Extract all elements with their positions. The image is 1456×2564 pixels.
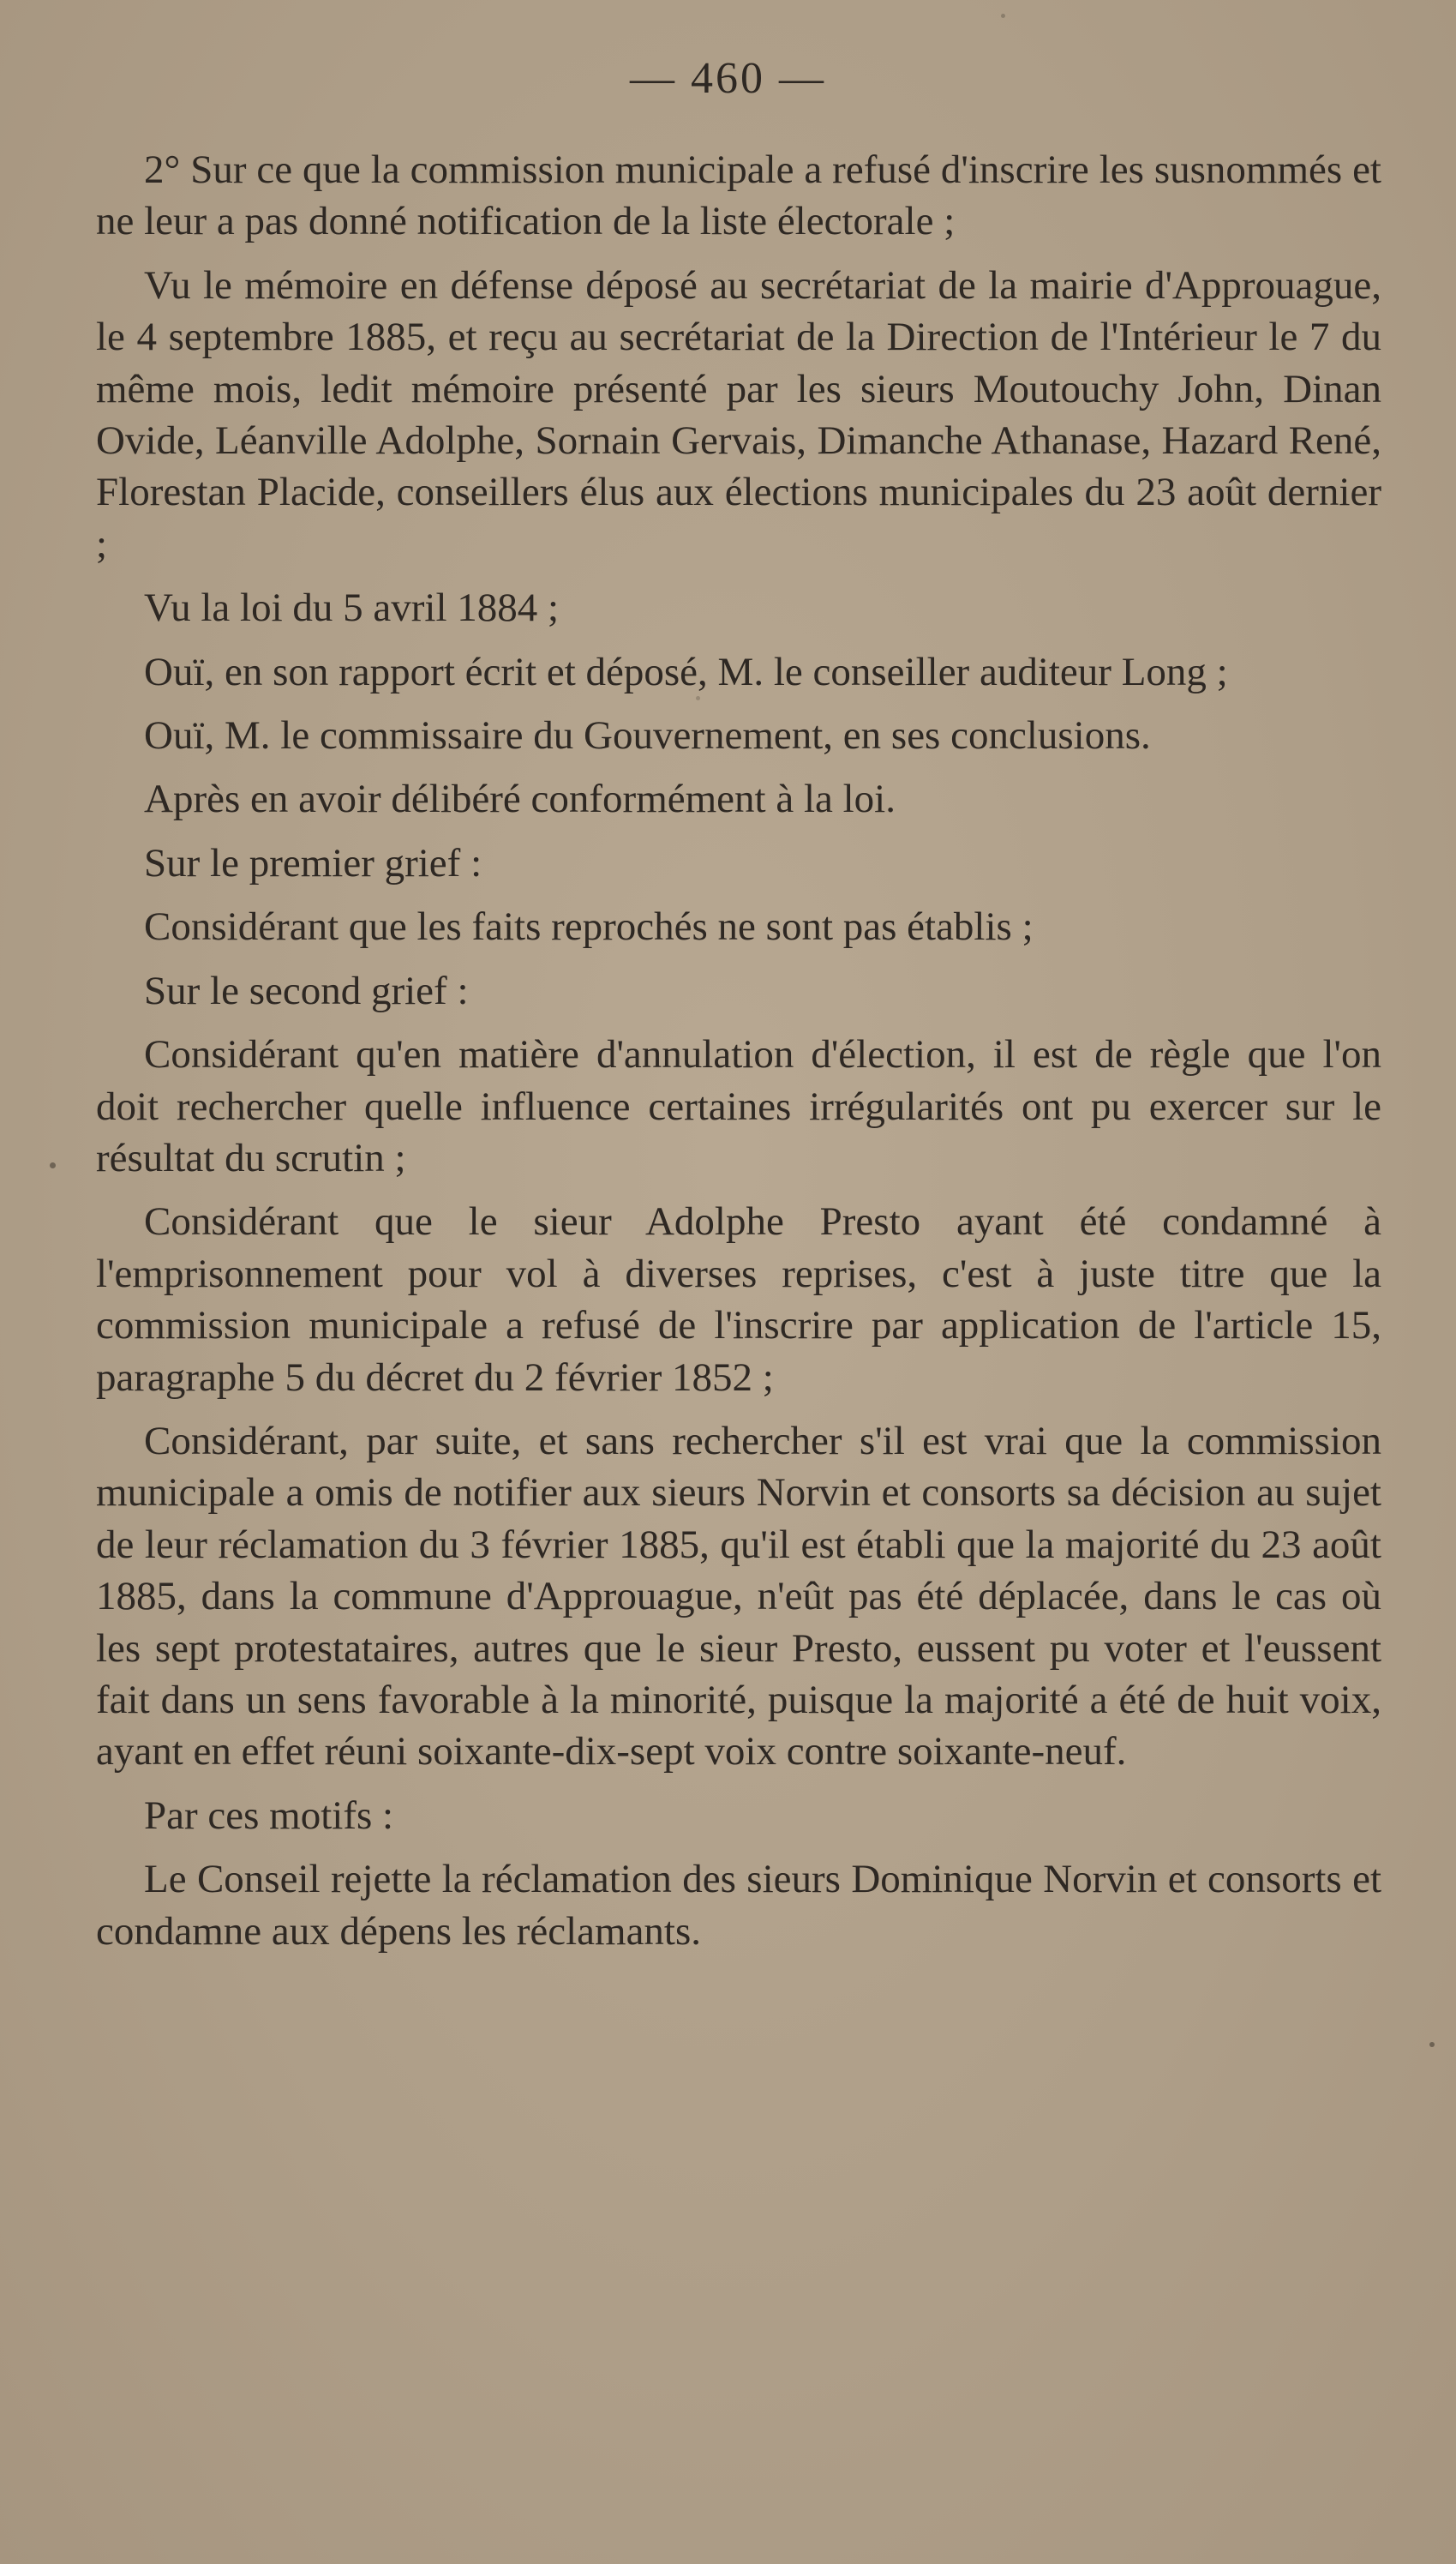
paragraph: Par ces motifs : [144,1792,394,1838]
paragraph: Sur le premier grief : [144,840,482,886]
paragraph: Sur le second grief : [144,968,469,1013]
paragraph: Considérant que le sieur Adolphe Presto ayant été condamné à l'emprisonnement pour vol à diverses reprises, c'est à juste titre que la commission municipale a refusé de l'inscrire par application de l'article 15, paragraphe 5 du décret du 2 février 1852 ; [96,1199,1381,1400]
paragraph: Vu le mémoire en défense déposé au secrétariat de la mairie d'Approuague, le 4 septembre 1885, et reçu au secrétariat de la Direction de l'Intérieur le 7 du même mois, ledit mémoire présenté par les sieurs Moutouchy John, Dinan Ovide, Léanville Adolphe, Sornain Gervais, Dimanche Athanase, Hazard René, Florestan Placide, conseillers élus aux élections municipales du 23 août dernier ; [96,262,1381,567]
ink-speck [1001,14,1005,18]
paragraph: Ouï, en son rapport écrit et déposé, M. le conseiller auditeur Long ; [144,649,1228,694]
paragraph: Considérant, par suite, et sans rechercher s'il est vrai que la commission municipale a omis de notifier aux sieurs Norvin et consorts sa décision au sujet de leur réclamation du 3 février 1885, qu'il est établi que la majorité du 23 août 1885, dans la commune d'Approuague, n'eût pas été déplacée, dans le cas où les sept protestataires, autres que le sieur Presto, eussent pu voter et l'eussent fait dans un sens favorable à la minorité, puisque la majorité a été de huit voix, ayant en effet réuni soixante-dix-sept voix contre soixante-neuf. [96,1418,1381,1774]
page-number: — 460 — [630,54,826,103]
paragraph: Vu la loi du 5 avril 1884 ; [144,585,560,631]
ink-speck [50,1162,56,1168]
paragraph: Le Conseil rejette la réclamation des sieurs Dominique Norvin et consorts et condamne aux dépens les réclamants. [96,1857,1381,1954]
paragraph: Après en avoir délibéré conformément à la loi. [144,777,896,822]
ink-speck [1429,2042,1435,2047]
paragraph: 2° Sur ce que la commission municipale a refusé d'inscrire les susnommés et ne leur a pas donné notification de la liste électorale ; [96,147,1381,244]
body-text [96,144,1381,1969]
paragraph: Considérant que les faits reprochés ne sont pas établis ; [144,904,1034,950]
paragraph: Ouï, M. le commissaire du Gouvernement, en ses conclusions. [144,713,1151,759]
paragraph: Considérant qu'en matière d'annulation d'élection, il est de règle que l'on doit rechercher quelle influence certaines irrégularités ont pu exercer sur le résultat du scrutin ; [96,1032,1381,1180]
ink-speck [696,696,700,700]
